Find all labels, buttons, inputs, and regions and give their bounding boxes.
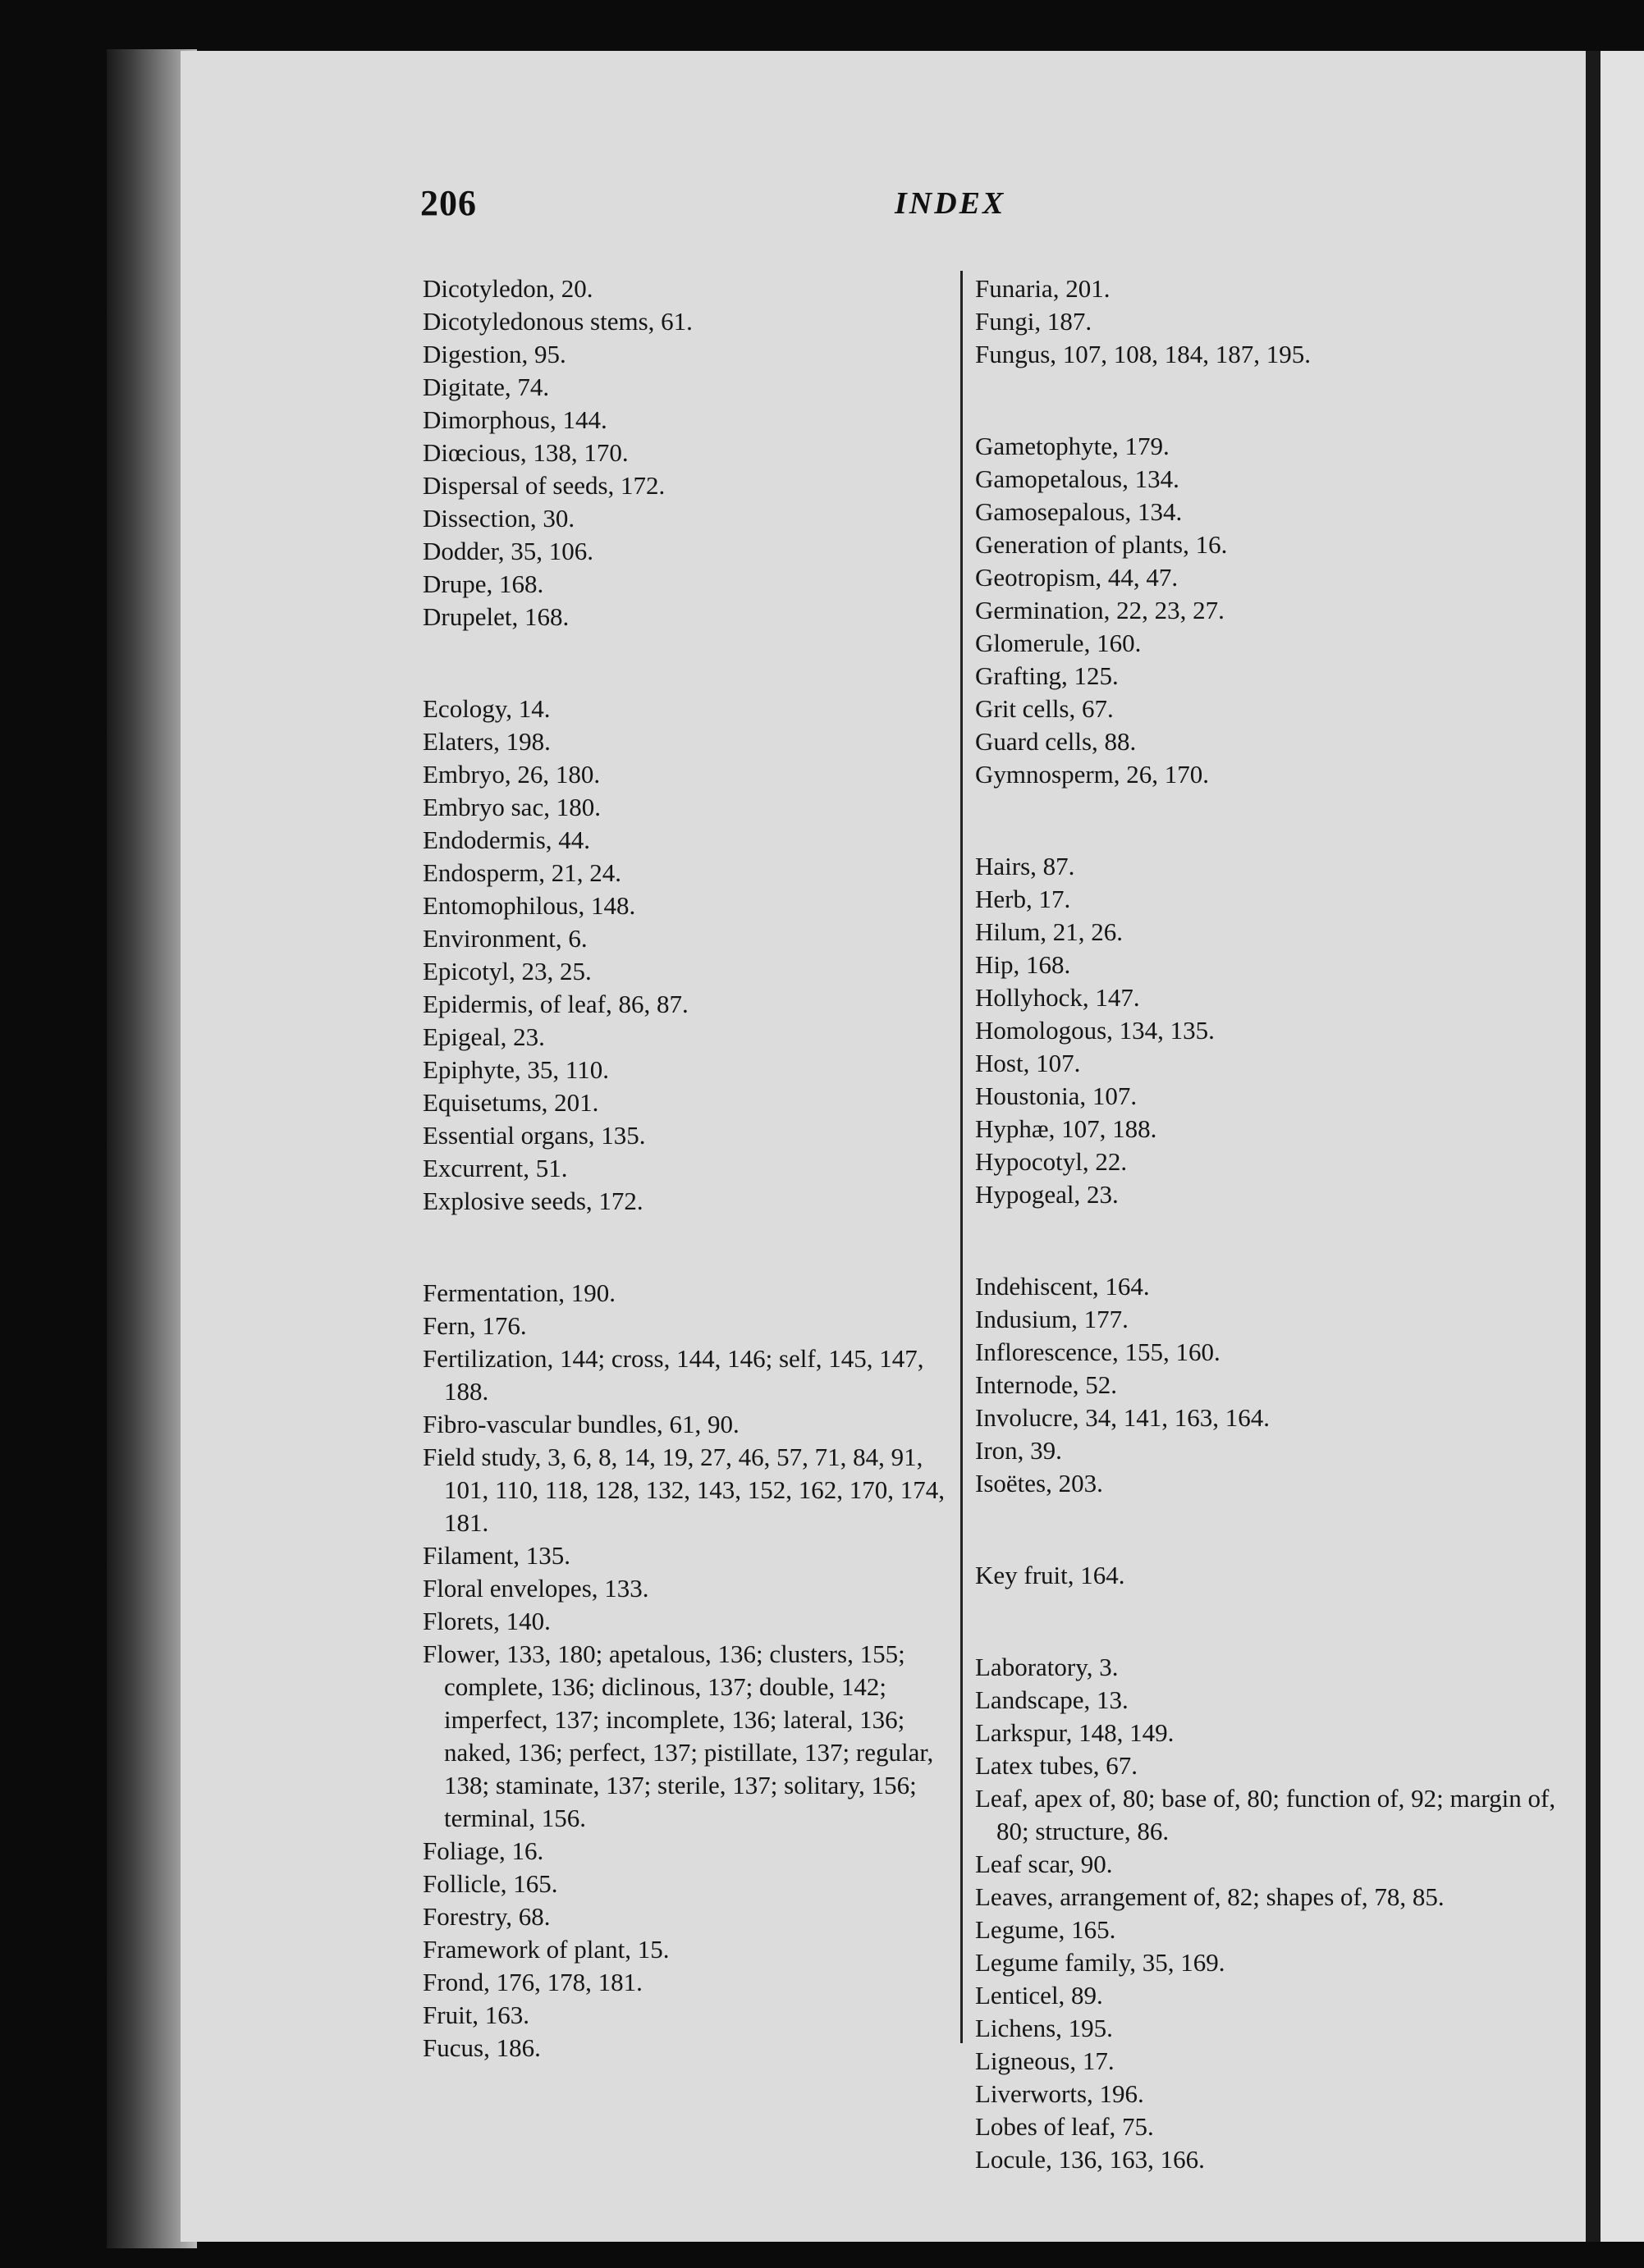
index-entry: Filament, 135. (423, 1541, 570, 1570)
index-entry: Field study, 3, 6, 8, 14, 19, 27, 46, 57, 71, 84, 91, 101, 110, 118, 128, 132, 143, 152, 162, 170, 174, 181. (423, 1443, 945, 1537)
index-entry: Forestry, 68. (423, 1902, 551, 1931)
index-entry: Dimorphous, 144. (423, 405, 607, 434)
index-entry: Legume family, 35, 169. (975, 1948, 1225, 1977)
index-entry: Epicotyl, 23, 25. (423, 957, 592, 985)
index-entry: Follicle, 165. (423, 1869, 558, 1898)
index-entry: Endodermis, 44. (423, 825, 591, 854)
index-column-right (975, 272, 1559, 2176)
index-entry: Hollyhock, 147. (975, 983, 1140, 1012)
index-entry: Grafting, 125. (975, 661, 1119, 690)
index-entry: Fibro-vascular bundles, 61, 90. (423, 1410, 740, 1438)
index-entry: Lobes of leaf, 75. (975, 2112, 1154, 2141)
index-entry: Larkspur, 148, 149. (975, 1718, 1175, 1747)
index-entry: Laboratory, 3. (975, 1653, 1119, 1681)
index-entry: Drupelet, 168. (423, 602, 570, 631)
index-entry: Frond, 176, 178, 181. (423, 1968, 643, 1996)
index-entry: Lenticel, 89. (975, 1981, 1103, 2010)
index-entry: Liverworts, 196. (975, 2079, 1144, 2108)
index-entry: Hip, 168. (975, 950, 1071, 979)
index-entry: Explosive seeds, 172. (423, 1187, 643, 1215)
index-entry: Foliage, 16. (423, 1836, 544, 1865)
index-entry: Florets, 140. (423, 1607, 551, 1635)
section-gap (423, 1231, 964, 1264)
index-entry: Germination, 22, 23, 27. (975, 596, 1225, 624)
index-entry: Ligneous, 17. (975, 2046, 1115, 2075)
index-entry: Locule, 136, 163, 166. (975, 2145, 1205, 2174)
index-entry: Fucus, 186. (423, 2033, 541, 2062)
index-entry: Fruit, 163. (423, 2001, 530, 2029)
index-entry: Epidermis, of leaf, 86, 87. (423, 990, 689, 1018)
section-gap (975, 1224, 1559, 1257)
index-entry: Environment, 6. (423, 924, 588, 953)
index-entry: Dicotyledon, 20. (423, 274, 593, 303)
index-entry: Hyphæ, 107, 188. (975, 1114, 1157, 1143)
index-entry: Flower, 133, 180; apetalous, 136; clusters, 155; complete, 136; diclinous, 137; double, 142; imperfect, 137; incomplete, 136; lateral, 136; naked, 136; perfect, 137; pistillate, 137; regular, 138; staminate, 137; sterile, 137; solitary, 156; terminal, 156. (423, 1639, 934, 1832)
index-entry: Floral envelopes, 133. (423, 1574, 649, 1603)
index-entry: Dispersal of seeds, 172. (423, 471, 666, 500)
index-column-left (423, 272, 964, 2065)
index-entry: Key fruit, 164. (975, 1561, 1125, 1589)
section-gap (975, 384, 1559, 417)
index-entry: Endosperm, 21, 24. (423, 858, 621, 887)
index-entry: Internode, 52. (975, 1370, 1118, 1399)
index-entry: Gamopetalous, 134. (975, 464, 1179, 493)
index-entry: Legume, 165. (975, 1915, 1116, 1944)
index-entry: Iron, 39. (975, 1436, 1062, 1465)
index-entry: Hairs, 87. (975, 852, 1075, 880)
index-entry: Fermentation, 190. (423, 1278, 616, 1307)
index-entry: Involucre, 34, 141, 163, 164. (975, 1403, 1271, 1432)
section-gap (975, 804, 1559, 837)
section-gap (975, 1605, 1559, 1638)
index-entry: Generation of plants, 16. (975, 530, 1228, 559)
index-entry: Hilum, 21, 26. (975, 917, 1123, 946)
index-entry: Dissection, 30. (423, 504, 575, 533)
index-entry: Digestion, 95. (423, 340, 566, 368)
index-entry: Lichens, 195. (975, 2014, 1113, 2042)
index-entry: Digitate, 74. (423, 373, 550, 401)
index-entry: Leaves, arrangement of, 82; shapes of, 78, 85. (975, 1882, 1445, 1911)
index-entry: Grit cells, 67. (975, 694, 1114, 723)
index-entry: Dicotyledonous stems, 61. (423, 307, 693, 336)
index-entry: Guard cells, 88. (975, 727, 1137, 756)
index-entry: Glomerule, 160. (975, 629, 1142, 657)
index-entry: Indusium, 177. (975, 1305, 1129, 1333)
index-entry: Hypocotyl, 22. (975, 1147, 1128, 1176)
index-entry: Ecology, 14. (423, 694, 551, 723)
index-entry: Gamosepalous, 134. (975, 497, 1183, 526)
index-entry: Leaf, apex of, 80; base of, 80; function of, 92; margin of, 80; structure, 86. (975, 1784, 1556, 1845)
section-gap (423, 647, 964, 679)
index-entry: Landscape, 13. (975, 1685, 1129, 1714)
index-entry: Isoëtes, 203. (975, 1469, 1103, 1498)
index-entry: Funaria, 201. (975, 274, 1111, 303)
index-entry: Equisetums, 201. (423, 1088, 599, 1117)
index-entry: Elaters, 198. (423, 727, 551, 756)
section-gap (975, 1513, 1559, 1546)
index-entry: Inflorescence, 155, 160. (975, 1337, 1220, 1366)
next-page-strip (1600, 51, 1644, 2242)
index-entry: Epigeal, 23. (423, 1022, 545, 1051)
index-entry: Epiphyte, 35, 110. (423, 1055, 610, 1084)
page-number: 206 (420, 183, 477, 223)
index-entry: Hypogeal, 23. (975, 1180, 1119, 1209)
index-entry: Entomophilous, 148. (423, 891, 636, 920)
index-entry: Framework of plant, 15. (423, 1935, 670, 1964)
index-entry: Gametophyte, 179. (975, 432, 1170, 460)
index-entry: Fungi, 187. (975, 307, 1092, 336)
running-head: INDEX (895, 186, 1006, 221)
index-entry: Indehiscent, 164. (975, 1272, 1150, 1301)
index-entry: Essential organs, 135. (423, 1121, 646, 1150)
index-entry: Herb, 17. (975, 885, 1071, 913)
page-edge-shadow (1586, 51, 1600, 2242)
index-entry: Homologous, 134, 135. (975, 1016, 1215, 1045)
index-entry: Gymnosperm, 26, 170. (975, 760, 1210, 789)
index-entry: Fern, 176. (423, 1311, 527, 1340)
index-entry: Diœcious, 138, 170. (423, 438, 629, 467)
index-entry: Host, 107. (975, 1049, 1081, 1077)
index-entry: Latex tubes, 67. (975, 1751, 1138, 1780)
index-entry: Fertilization, 144; cross, 144, 146; self, 145, 147, 188. (423, 1344, 924, 1406)
index-entry: Dodder, 35, 106. (423, 537, 593, 565)
index-entry: Fungus, 107, 108, 184, 187, 195. (975, 340, 1312, 368)
index-entry: Embryo, 26, 180. (423, 760, 601, 789)
index-entry: Embryo sac, 180. (423, 793, 601, 821)
index-entry: Leaf scar, 90. (975, 1850, 1113, 1878)
index-entry: Drupe, 168. (423, 569, 544, 598)
index-entry: Geotropism, 44, 47. (975, 563, 1179, 592)
index-entry: Excurrent, 51. (423, 1154, 568, 1182)
index-entry: Houstonia, 107. (975, 1081, 1138, 1110)
